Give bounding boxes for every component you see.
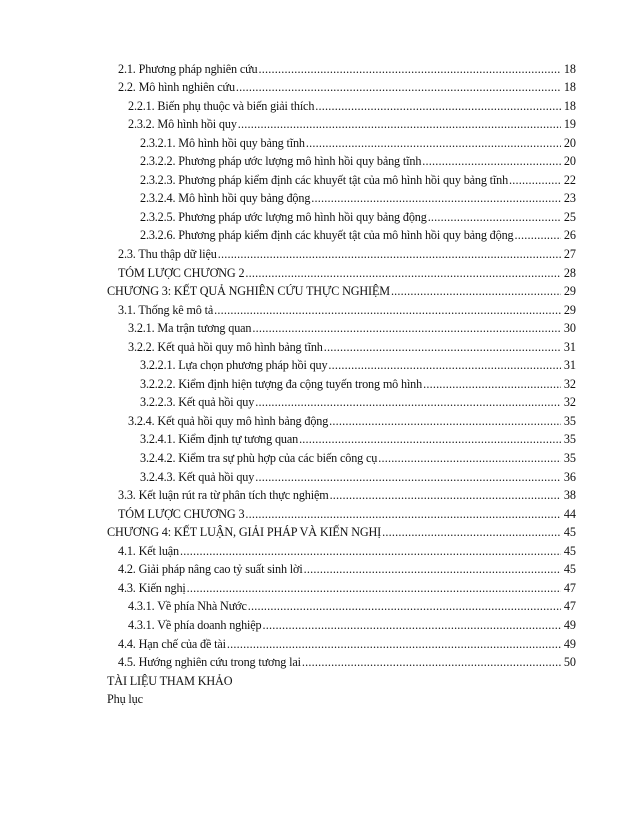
toc-entry-title: 2.3.2.4. Mô hình hồi quy bảng động (140, 191, 311, 206)
toc-entry-page: 49 (563, 617, 576, 632)
toc-entry-page: 45 (563, 562, 576, 577)
toc-leader-dots (381, 523, 561, 541)
toc-entry-title: 2.2. Mô hình nghiên cứu (118, 80, 235, 95)
toc-entry[interactable] (106, 226, 576, 245)
toc-entry-title: TÀI LIỆU THAM KHẢO (107, 673, 233, 688)
toc-entry[interactable] (106, 615, 576, 634)
toc-entry-page: 32 (563, 376, 576, 391)
toc-entry[interactable] (106, 319, 576, 338)
toc-entry-title: Phụ lục (107, 692, 143, 707)
toc-entry[interactable] (106, 430, 576, 449)
toc-leader-dots (298, 430, 561, 448)
toc-entry-page: 31 (563, 358, 576, 373)
toc-entry-page: 27 (563, 247, 576, 262)
toc-leader-dots (329, 486, 561, 504)
toc-entry-references[interactable] (106, 671, 576, 690)
toc-entry-title: 3.2.2.3. Kết quả hồi quy (140, 395, 255, 410)
toc-leader-dots (303, 560, 561, 578)
toc-entry[interactable] (106, 374, 576, 393)
toc-leader-dots (305, 134, 561, 152)
toc-entry-title: 4.5. Hướng nghiên cứu trong tương lai (118, 655, 301, 670)
toc-leader-dots (310, 189, 561, 207)
toc-leader-dots (427, 208, 561, 226)
toc-entry-title: TÓM LƯỢC CHƯƠNG 3 (118, 506, 245, 521)
toc-leader-dots (513, 226, 561, 244)
toc-entry-page: 47 (563, 580, 576, 595)
toc-leader-dots (237, 115, 561, 133)
toc-entry[interactable] (106, 653, 576, 672)
toc-entry-page: 30 (563, 321, 576, 336)
toc-entry[interactable] (106, 78, 576, 97)
toc-entry-page: 22 (563, 172, 576, 187)
toc-entry[interactable] (106, 467, 576, 486)
toc-entry-title: 4.4. Hạn chế của đề tài (118, 636, 226, 651)
toc-leader-dots (217, 245, 561, 263)
toc-entry[interactable] (106, 189, 576, 208)
toc-entry[interactable] (106, 244, 576, 263)
toc-entry[interactable] (106, 356, 576, 375)
toc-leader-dots (301, 653, 561, 671)
toc-entry-title: 2.3.2.1. Mô hình hồi quy bảng tĩnh (140, 135, 305, 150)
toc-entry-title: 3.2.1. Ma trận tương quan (128, 321, 252, 336)
toc-entry-page: 36 (563, 469, 576, 484)
toc-entry-page: 44 (563, 506, 576, 521)
toc-entry-page: 20 (563, 135, 576, 150)
toc-entry[interactable] (106, 263, 576, 282)
toc-entry-title: 3.1. Thống kê mô tả (118, 302, 214, 317)
toc-leader-dots (251, 319, 561, 337)
toc-leader-dots (421, 152, 561, 170)
toc-entry-title: 2.3.2.2. Phương pháp ước lượng mô hình hồi quy bảng tĩnh (140, 154, 422, 169)
toc-entry-page: 20 (563, 154, 576, 169)
toc-entry-title: 3.2.4. Kết quả hồi quy mô hình bảng động (128, 413, 329, 428)
toc-entry[interactable] (106, 96, 576, 115)
toc-entry[interactable] (106, 300, 576, 319)
toc-leader-dots (186, 579, 561, 597)
toc-entry-title: 3.2.2.1. Lựa chọn phương pháp hồi quy (140, 358, 328, 373)
toc-entry-title: 3.2.4.1. Kiểm định tự tương quan (140, 432, 299, 447)
toc-leader-dots (213, 301, 561, 319)
toc-entry-page: 38 (563, 488, 576, 503)
toc-entry[interactable] (106, 59, 576, 78)
toc-leader-dots (258, 60, 562, 78)
toc-entry[interactable] (106, 597, 576, 616)
toc-entry-page: 29 (563, 302, 576, 317)
toc-entry-title: 3.2.4.3. Kết quả hồi quy (140, 469, 255, 484)
toc-entry-page: 18 (563, 98, 576, 113)
toc-leader-dots (390, 282, 561, 300)
toc-entry-page: 45 (563, 543, 576, 558)
toc-entry-appendix[interactable] (106, 690, 576, 709)
toc-leader-dots (254, 393, 561, 411)
toc-leader-dots (422, 375, 561, 393)
toc-entry[interactable] (106, 282, 576, 301)
toc-leader-dots (508, 171, 561, 189)
toc-leader-dots (262, 616, 562, 634)
toc-entry-page: 35 (563, 413, 576, 428)
toc-entry-page: 45 (563, 525, 576, 540)
toc-entry-page: 35 (563, 451, 576, 466)
toc-entry-title: 4.3.1. Về phía doanh nghiệp (128, 617, 262, 632)
toc-leader-dots (323, 338, 561, 356)
toc-entry-page: 19 (563, 117, 576, 132)
toc-entry-title: 4.1. Kết luận (118, 543, 180, 558)
toc-entry-page: 31 (563, 339, 576, 354)
toc-entry-page: 25 (563, 209, 576, 224)
toc-entry-page: 32 (563, 395, 576, 410)
toc-entry[interactable] (106, 541, 576, 560)
toc-entry-title: 2.2.1. Biến phụ thuộc và biến giải thích (128, 98, 315, 113)
toc-entry-page: 35 (563, 432, 576, 447)
toc-entry[interactable] (106, 523, 576, 542)
toc-entry-title: 4.2. Giải pháp nâng cao tỷ suất sinh lời (118, 562, 303, 577)
toc-leader-dots (377, 449, 561, 467)
toc-leader-dots (179, 542, 561, 560)
toc-entry-page: 23 (563, 191, 576, 206)
toc-entry-title: 2.3.2.6. Phương pháp kiểm định các khuyết tật của mô hình hồi quy bảng động (140, 228, 514, 243)
toc-entry[interactable] (106, 207, 576, 226)
toc-entry[interactable] (106, 152, 576, 171)
toc-entry-title: 4.3. Kiến nghị (118, 580, 186, 595)
toc-entry-title: 3.2.4.2. Kiểm tra sự phù hợp của các biến công cụ (140, 451, 378, 466)
toc-entry-page: 49 (563, 636, 576, 651)
toc-entry-title: TÓM LƯỢC CHƯƠNG 2 (118, 265, 245, 280)
toc-entry[interactable] (106, 393, 576, 412)
toc-leader-dots (235, 78, 561, 96)
toc-entry[interactable] (106, 504, 576, 523)
toc-leader-dots (247, 597, 561, 615)
toc-entry[interactable] (106, 115, 576, 134)
toc-entry[interactable] (106, 448, 576, 467)
toc-entry[interactable] (106, 170, 576, 189)
toc-entry-title: 3.2.2. Kết quả hồi quy mô hình bảng tĩnh (128, 339, 323, 354)
toc-entry[interactable] (106, 133, 576, 152)
toc-entry-page: 18 (563, 80, 576, 95)
toc-entry-page: 29 (563, 284, 576, 299)
toc-entry-title: 4.3.1. Về phía Nhà Nước (128, 599, 247, 614)
toc-leader-dots (254, 468, 561, 486)
toc-entry[interactable] (106, 634, 576, 653)
toc-entry[interactable] (106, 337, 576, 356)
toc-entry-title: 2.3.2.5. Phương pháp ước lượng mô hình hồi quy bảng động (140, 209, 427, 224)
toc-leader-dots (244, 505, 561, 523)
toc-entry[interactable] (106, 486, 576, 505)
toc-entry-title: 3.3. Kết luận rút ra từ phân tích thực nghiệm (118, 488, 329, 503)
toc-entry-title: 2.3.2. Mô hình hồi quy (128, 117, 237, 132)
toc-entry-title: CHƯƠNG 3: KẾT QUẢ NGHIÊN CỨU THỰC NGHIỆM (107, 284, 390, 299)
toc-leader-dots (244, 264, 561, 282)
toc-entry-page: 18 (563, 61, 576, 76)
toc-entry-page: 50 (563, 655, 576, 670)
table-of-contents (106, 59, 576, 708)
toc-leader-dots (314, 97, 561, 115)
toc-leader-dots (327, 356, 561, 374)
toc-entry-page: 47 (563, 599, 576, 614)
toc-entry[interactable] (106, 578, 576, 597)
toc-entry[interactable] (106, 411, 576, 430)
toc-entry-title: CHƯƠNG 4: KẾT LUẬN, GIẢI PHÁP VÀ KIẾN NGHỊ (107, 525, 382, 540)
toc-entry-title: 2.1. Phương pháp nghiên cứu (118, 61, 258, 76)
toc-entry-title: 2.3. Thu thập dữ liệu (118, 247, 217, 262)
toc-entry-page: 28 (563, 265, 576, 280)
toc-leader-dots (226, 635, 561, 653)
toc-leader-dots (328, 412, 561, 430)
toc-entry[interactable] (106, 560, 576, 579)
toc-entry-page: 26 (563, 228, 576, 243)
toc-entry-title: 3.2.2.2. Kiểm định hiện tượng đa cộng tuyến trong mô hình (140, 376, 423, 391)
toc-entry-title: 2.3.2.3. Phương pháp kiểm định các khuyết tật của mô hình hồi quy bảng tĩnh (140, 172, 509, 187)
